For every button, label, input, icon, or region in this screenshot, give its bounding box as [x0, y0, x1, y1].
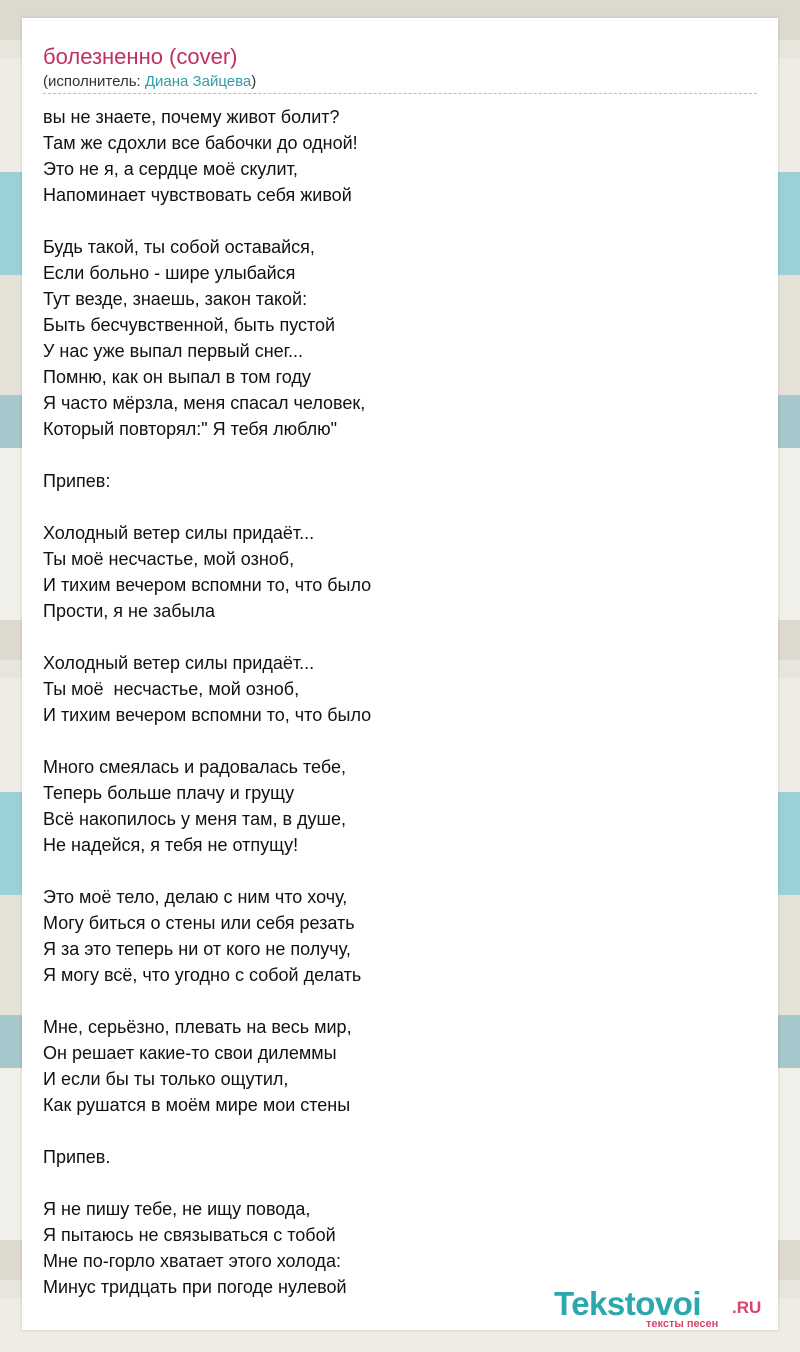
lyric-line	[43, 858, 743, 884]
lyric-line: Теперь больше плачу и грущу	[43, 783, 295, 803]
artist-suffix: )	[251, 73, 257, 90]
artist-link[interactable]: Диана Зайцева	[144, 73, 252, 90]
lyric-line: Это моё тело, делаю с ним что хочу,	[43, 887, 348, 907]
lyric-line: Припев.	[43, 1147, 111, 1167]
lyric-line: Будь такой, ты собой оставайся,	[43, 237, 315, 257]
artist-prefix: (исполнитель:	[43, 73, 145, 90]
lyric-line: Холодный ветер силы придаёт...	[43, 653, 315, 673]
song-title: болезненно (cover)	[43, 44, 238, 69]
logo-text: Tekstovoi	[554, 1285, 702, 1322]
lyric-line: вы не знаете, почему живот болит?	[43, 107, 340, 127]
lyric-line	[43, 1118, 743, 1144]
lyric-line: Это не я, а сердце моё скулит,	[43, 159, 298, 179]
lyric-line: Ты моё несчастье, мой озноб,	[43, 549, 295, 569]
lyric-line	[43, 1170, 743, 1196]
lyric-line: Минус тридцать при погоде нулевой	[43, 1277, 347, 1297]
lyric-line: Быть бесчувственной, быть пустой	[43, 315, 336, 335]
lyric-line: Там же сдохли все бабочки до одной!	[43, 133, 358, 153]
lyric-line: И если бы ты только ощутил,	[43, 1069, 289, 1089]
lyric-line	[43, 624, 743, 650]
lyric-line: Припев:	[43, 471, 111, 491]
artist-line	[43, 73, 256, 91]
lyric-line	[43, 988, 743, 1014]
lyric-line: Я за это теперь ни от кого не получу,	[43, 939, 351, 959]
lyric-line: Не надейся, я тебя не отпущу!	[43, 835, 299, 855]
lyric-line	[43, 208, 743, 234]
logo-tagline: тексты песен	[646, 1318, 719, 1330]
title-divider	[43, 93, 757, 94]
lyric-line: Мне, серьёзно, плевать на весь мир,	[43, 1017, 352, 1037]
lyrics-card	[22, 18, 778, 1330]
lyric-line: Тут везде, знаешь, закон такой:	[43, 289, 308, 309]
lyric-line: Напоминает чувствовать себя живой	[43, 185, 352, 205]
lyric-line: Я часто мёрзла, меня спасал человек,	[43, 393, 366, 413]
lyric-line: Много смеялась и радовалась тебе,	[43, 757, 346, 777]
lyric-line: Холодный ветер силы придаёт...	[43, 523, 315, 543]
lyric-line	[43, 442, 743, 468]
lyric-line: Могу биться о стены или себя резать	[43, 913, 355, 933]
lyric-line: Как рушатся в моём мире мои стены	[43, 1095, 351, 1115]
logo-suffix: .RU	[732, 1298, 762, 1317]
lyric-line: У нас уже выпал первый снег...	[43, 341, 304, 361]
lyric-line	[43, 494, 743, 520]
lyrics-text	[43, 104, 743, 1300]
lyric-line: Если больно - шире улыбайся	[43, 263, 296, 283]
lyric-line: Мне по-горло хватает этого холода:	[43, 1251, 341, 1271]
lyric-line: Я пытаюсь не связываться с тобой	[43, 1225, 336, 1245]
lyric-line	[43, 728, 743, 754]
lyric-line: Я не пишу тебе, не ищу повода,	[43, 1199, 311, 1219]
lyric-line: Он решает какие-то свои дилеммы	[43, 1043, 337, 1063]
lyric-line: Который повторял:" Я тебя люблю"	[43, 419, 337, 439]
lyric-line: Помню, как он выпал в том году	[43, 367, 311, 387]
lyric-line: И тихим вечером вспомни то, что было	[43, 575, 372, 595]
lyric-line: Прости, я не забыла	[43, 601, 215, 621]
lyric-line: И тихим вечером вспомни то, что было	[43, 705, 372, 725]
site-logo[interactable]	[554, 1285, 769, 1330]
lyric-line: Всё накопилось у меня там, в душе,	[43, 809, 346, 829]
lyric-line: Ты моё несчастье, мой озноб,	[43, 679, 300, 699]
lyric-line: Я могу всё, что угодно с собой делать	[43, 965, 362, 985]
